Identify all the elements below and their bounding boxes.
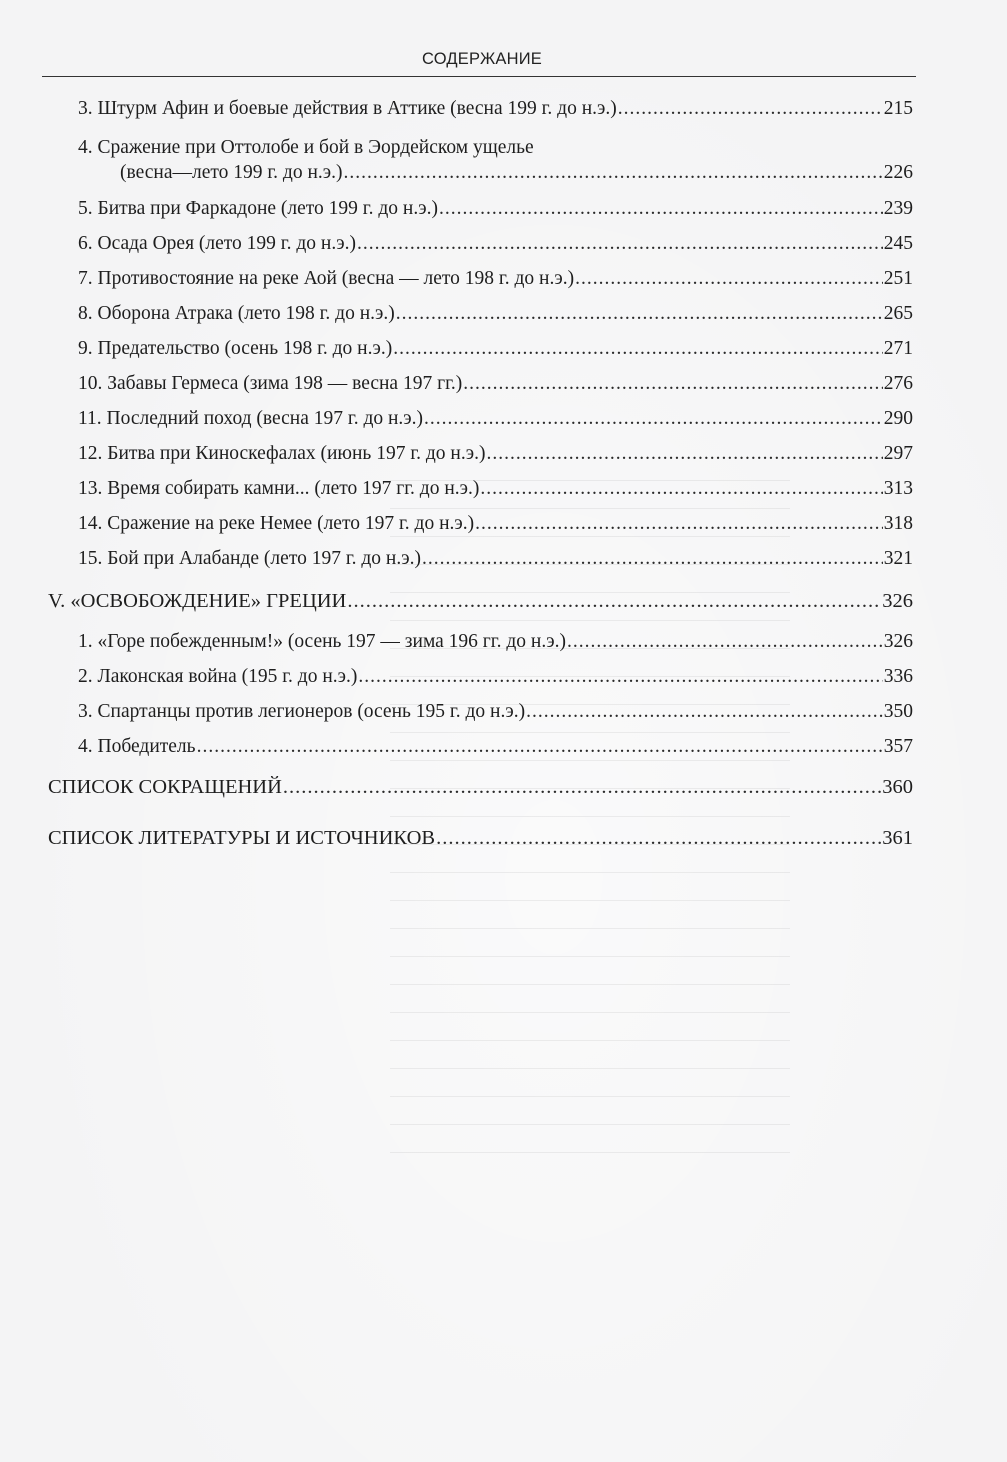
toc-leader-dots bbox=[439, 197, 883, 221]
toc-entry-page: 297 bbox=[883, 443, 913, 464]
toc-entry-title: 9. Предательство (осень 198 г. до н.э.) bbox=[78, 338, 393, 359]
toc-entry-page: 265 bbox=[883, 303, 913, 324]
toc-entry bbox=[78, 197, 913, 221]
toc-entry bbox=[78, 337, 913, 361]
toc-entry-title: 14. Сражение на реке Немее (лето 197 г. до н.э.) bbox=[78, 513, 475, 534]
toc-entry bbox=[78, 547, 913, 571]
toc-entry bbox=[78, 700, 913, 724]
toc-entry-page: 318 bbox=[883, 513, 913, 534]
toc-entry-title: 15. Бой при Алабанде (лето 197 г. до н.э.) bbox=[78, 548, 421, 569]
header-rule bbox=[42, 76, 916, 77]
toc-leader-dots bbox=[347, 589, 881, 613]
toc-leader-dots bbox=[463, 372, 883, 396]
toc-leader-dots bbox=[575, 267, 883, 291]
toc-entry-title: 6. Осада Орея (лето 199 г. до н.э.) bbox=[78, 233, 356, 254]
toc-entry bbox=[78, 97, 913, 121]
toc-entry-title: 13. Время собирать камни... (лето 197 гг. до н.э.) bbox=[78, 478, 480, 499]
toc-entry-page: 290 bbox=[883, 408, 913, 429]
toc-entry bbox=[78, 442, 913, 466]
toc-entry-title: 3. Штурм Афин и боевые действия в Аттике (весна 199 г. до н.э.) bbox=[78, 98, 617, 119]
toc-leader-dots bbox=[393, 337, 883, 361]
toc-leader-dots bbox=[475, 512, 883, 536]
toc-entry bbox=[78, 665, 913, 689]
toc-leader-dots bbox=[396, 302, 883, 326]
toc-chapter-title: СПИСОК СОКРАЩЕНИЙ bbox=[48, 776, 282, 798]
toc-leader-dots bbox=[486, 442, 882, 466]
toc-entry-page: 313 bbox=[883, 478, 913, 499]
toc-entry-title: 11. Последний поход (весна 197 г. до н.э.) bbox=[78, 408, 424, 429]
toc-entry-title: 7. Противостояние на реке Аой (весна — лето 198 г. до н.э.) bbox=[78, 268, 575, 289]
toc-leader-dots bbox=[436, 826, 881, 850]
toc-chapter bbox=[48, 775, 913, 799]
toc-chapter-page: 360 bbox=[882, 776, 913, 798]
toc-entry-page: 239 bbox=[883, 198, 913, 219]
toc-chapter-page: 361 bbox=[882, 827, 913, 849]
toc-leader-dots bbox=[344, 161, 883, 185]
toc-entry-page: 336 bbox=[883, 666, 913, 687]
toc-entry-title: 8. Оборона Атрака (лето 198 г. до н.э.) bbox=[78, 303, 395, 324]
toc-entry bbox=[78, 232, 913, 256]
toc-chapter-title: V. «ОСВОБОЖДЕНИЕ» ГРЕЦИИ bbox=[48, 590, 347, 612]
toc-chapter bbox=[48, 826, 913, 850]
toc-entry-page: 215 bbox=[883, 98, 913, 119]
toc-leader-dots bbox=[480, 477, 882, 501]
toc-entry bbox=[78, 630, 913, 654]
toc-entry-title: 4. Победитель bbox=[78, 736, 196, 757]
toc-entry-title: 12. Битва при Киноскефалах (июнь 197 г. до н.э.) bbox=[78, 443, 486, 464]
toc-leader-dots bbox=[526, 700, 883, 724]
toc-entry bbox=[120, 161, 913, 185]
running-head: СОДЕРЖАНИЕ bbox=[421, 50, 543, 68]
toc-leader-dots bbox=[422, 547, 883, 571]
toc-entry-page: 357 bbox=[883, 736, 913, 757]
toc-entry-title-line2: (весна—лето 199 г. до н.э.) bbox=[120, 162, 343, 183]
toc-leader-dots bbox=[357, 232, 883, 256]
toc-entry-page: 276 bbox=[883, 373, 913, 394]
toc-entry-title-line1: 4. Сражение при Оттолобе и бой в Эордейском ущелье bbox=[78, 137, 534, 158]
toc-entry-title: 3. Спартанцы против легионеров (осень 195 г. до н.э.) bbox=[78, 701, 526, 722]
toc-entry bbox=[78, 302, 913, 326]
toc-entry-title: 10. Забавы Гермеса (зима 198 — весна 197 гг.) bbox=[78, 373, 463, 394]
toc-entry-page: 226 bbox=[883, 162, 913, 183]
toc-entry bbox=[78, 512, 913, 536]
toc-entry bbox=[78, 477, 913, 501]
toc-entry-title: 1. «Горе побежденным!» (осень 197 — зима 196 гг. до н.э.) bbox=[78, 631, 566, 652]
toc-entry-page: 326 bbox=[883, 631, 913, 652]
toc-chapter-title: СПИСОК ЛИТЕРАТУРЫ И ИСТОЧНИКОВ bbox=[48, 827, 436, 849]
toc-entry bbox=[78, 267, 913, 291]
toc-entry bbox=[78, 407, 913, 431]
toc-chapter bbox=[48, 589, 913, 613]
toc-entry-title: 5. Битва при Фаркадоне (лето 199 г. до н.э.) bbox=[78, 198, 438, 219]
toc-entry-page: 251 bbox=[883, 268, 913, 289]
toc-entry-page: 271 bbox=[883, 338, 913, 359]
toc-entry-page: 245 bbox=[883, 233, 913, 254]
toc-chapter-page: 326 bbox=[882, 590, 913, 612]
toc-leader-dots bbox=[358, 665, 882, 689]
toc-leader-dots bbox=[618, 97, 883, 121]
toc-leader-dots bbox=[283, 775, 881, 799]
toc-entry-page: 321 bbox=[883, 548, 913, 569]
toc-leader-dots bbox=[197, 735, 883, 759]
toc-leader-dots bbox=[424, 407, 883, 431]
toc-entry-page: 350 bbox=[883, 701, 913, 722]
toc-entry bbox=[78, 372, 913, 396]
toc-entry bbox=[78, 735, 913, 759]
toc-leader-dots bbox=[567, 630, 883, 654]
toc-entry-title: 2. Лаконская война (195 г. до н.э.) bbox=[78, 666, 358, 687]
